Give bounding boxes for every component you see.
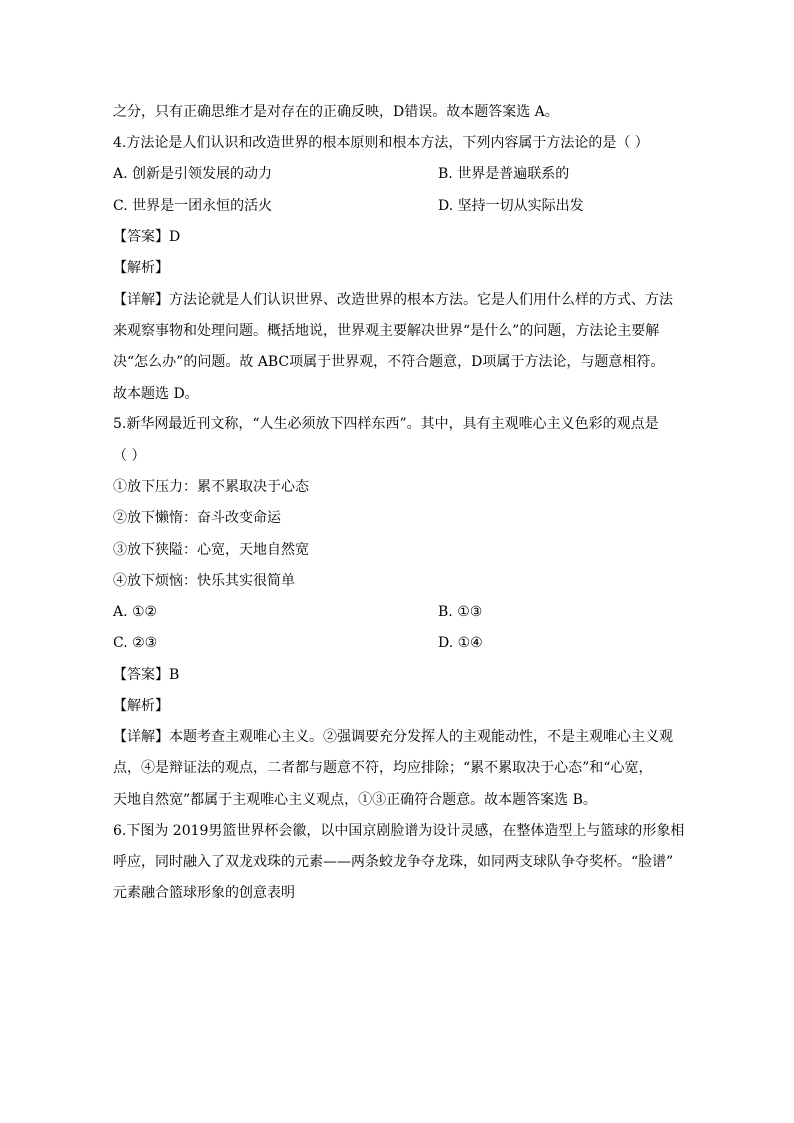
q5-option-c: C. ②③ xyxy=(113,635,158,651)
q4-detail-line-3: 决“怎么办”的问题。故 ABC项属于世界观，不符合题意，D项属于方法论，与题意相符。 xyxy=(113,354,665,370)
q5-option-a: A. ①② xyxy=(113,604,158,620)
q5-statement-1: ①放下压力：累不累取决于心态 xyxy=(113,479,309,495)
q4-option-c: C. 世界是一团永恒的活火 xyxy=(113,198,273,214)
q4-detail-line-2: 来观察事物和处理问题。概括地说，世界观主要解决世界“是什么”的问题，方法论主要解 xyxy=(113,323,660,339)
q5-statement-2: ②放下懒惰：奋斗改变命运 xyxy=(113,510,281,526)
q5-statement-4: ④放下烦恼：快乐其实很简单 xyxy=(113,573,295,589)
q6-stem-line-3: 元素融合篮球形象的创意表明 xyxy=(113,885,295,901)
q6-stem-line-2: 呼应，同时融入了双龙戏珠的元素——两条蛟龙争夺龙珠，如同两支球队争夺奖杯。“脸谱” xyxy=(113,854,674,870)
q4-option-b: B. 世界是普遍联系的 xyxy=(438,166,570,182)
q5-stem-bracket: （ ） xyxy=(113,448,146,464)
q4-option-d: D. 坚持一切从实际出发 xyxy=(438,198,584,214)
q5-statement-3: ③放下狭隘：心宽，天地自然宽 xyxy=(113,542,309,558)
q5-detail-line-2: 点，④是辩证法的观点，二者都与题意不符，均应排除；“累不累取决于心态”和“心宽， xyxy=(113,760,653,776)
q4-stem: 4.方法论是人们认识和改造世界的根本原则和根本方法，下列内容属于方法论的是（ ） xyxy=(113,135,649,151)
q3-explanation-end: 之分，只有正确思维才是对存在的正确反映，D错误。故本题答案选 A。 xyxy=(113,104,559,120)
q5-detail-line-3: 天地自然宽”都属于主观唯心主义观点，①③正确符合题意。故本题答案选 B。 xyxy=(113,792,597,808)
q5-stem: 5.新华网最近刊文称，“人生必须放下四样东西”。其中，具有主观唯心主义色彩的观点是 xyxy=(113,416,659,432)
q4-detail-line-4: 故本题选 D。 xyxy=(113,386,199,402)
q4-answer: 【答案】D xyxy=(113,229,181,245)
q6-stem-line-1: 6.下图为 2019男篮世界杯会徽，以中国京剧脸谱为设计灵感，在整体造型上与篮球的形象相 xyxy=(113,823,685,839)
q5-detail-line-1: 【详解】本题考查主观唯心主义。②强调要充分发挥人的主观能动性，不是主观唯心主义观 xyxy=(113,729,673,745)
q5-analysis-heading: 【解析】 xyxy=(113,698,169,714)
q4-detail-line-1: 【详解】方法论就是人们认识世界、改造世界的根本方法。它是人们用什么样的方式、方法 xyxy=(113,292,673,308)
q4-analysis-heading: 【解析】 xyxy=(113,260,169,276)
q5-option-d: D. ①④ xyxy=(438,635,483,651)
q4-option-a: A. 创新是引领发展的动力 xyxy=(113,166,273,182)
q5-option-b: B. ①③ xyxy=(438,604,483,620)
q5-answer: 【答案】B xyxy=(113,667,180,683)
